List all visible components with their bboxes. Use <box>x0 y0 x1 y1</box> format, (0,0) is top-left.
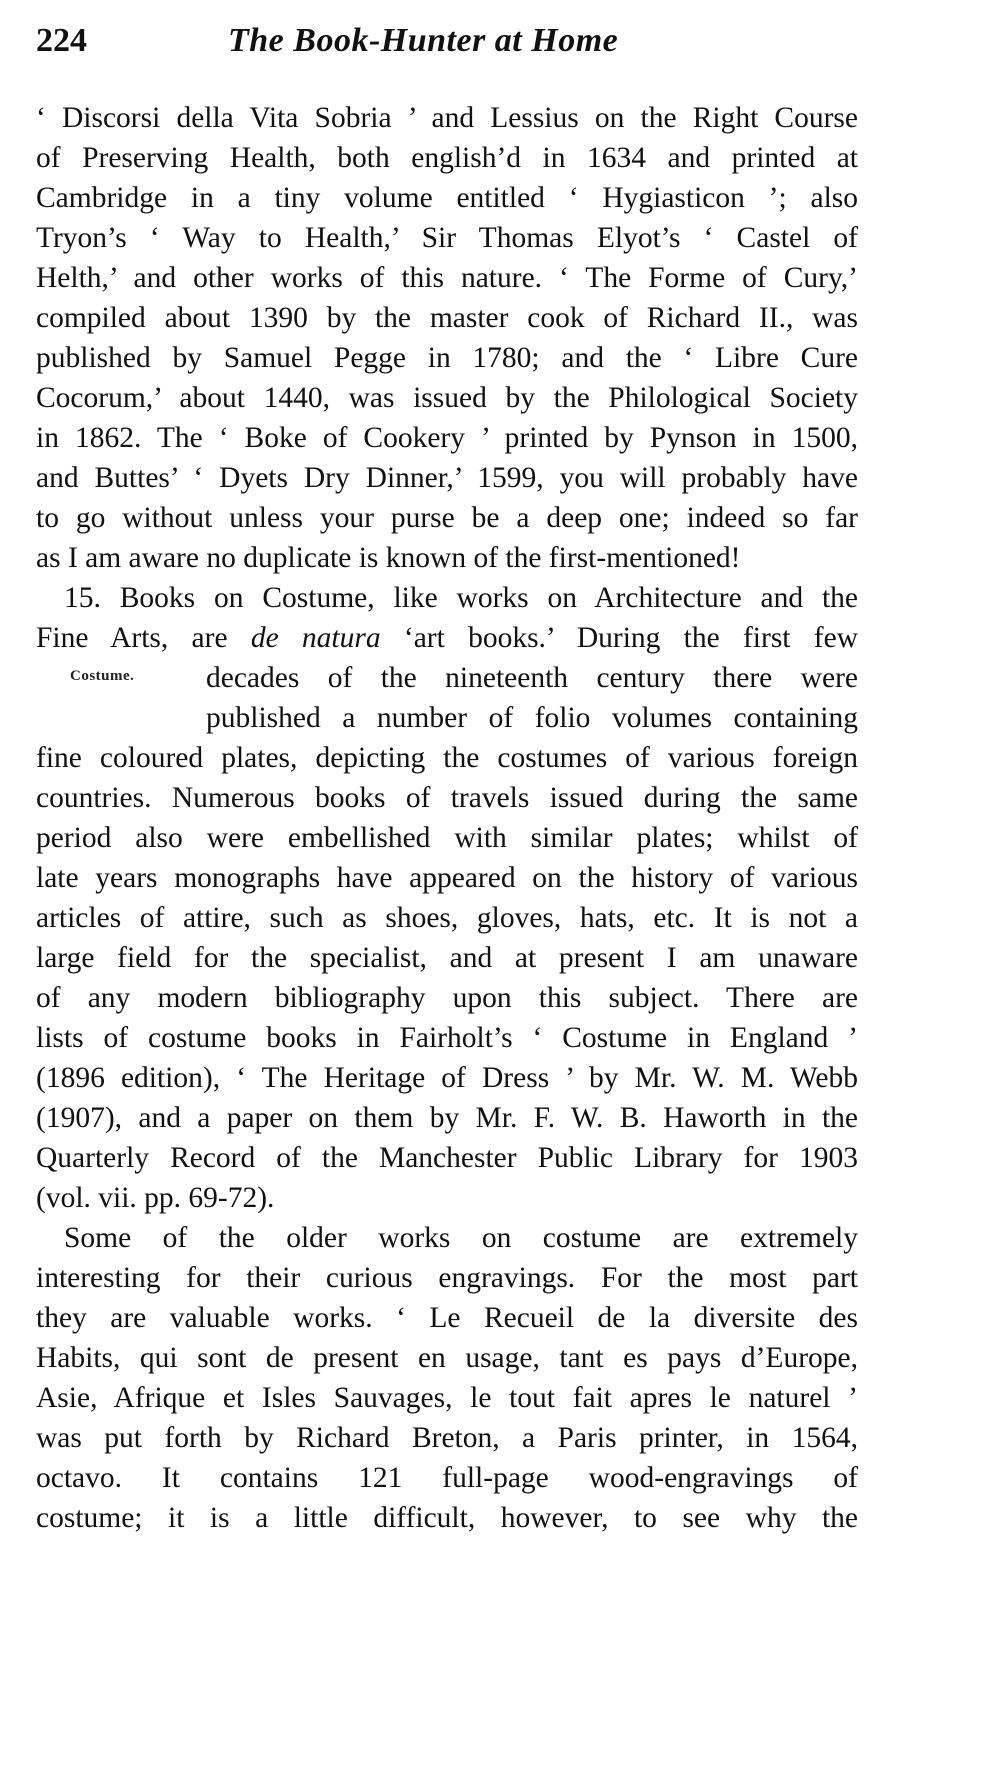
page-header <box>36 18 866 68</box>
text-line: of Preserving Health, both english’d in 1634 and printed at <box>36 142 858 174</box>
text-line: of any modern bibliography upon this subject. There are <box>36 982 858 1014</box>
text-line: lists of costume books in Fairholt’s ‘ Costume in England ’ <box>36 1022 858 1054</box>
text-line: Cocorum,’ about 1440, was issued by the Philological Society <box>36 382 858 414</box>
text-line: compiled about 1390 by the master cook of Richard II., was <box>36 302 858 334</box>
text-line: (vol. vii. pp. 69-72). <box>36 1182 275 1214</box>
text-line: Tryon’s ‘ Way to Health,’ Sir Thomas Elyot’s ‘ Castel of <box>36 222 858 254</box>
text-line: published by Samuel Pegge in 1780; and the ‘ Libre Cure <box>36 342 858 374</box>
text-line: Quarterly Record of the Manchester Public Library for 1903 <box>36 1142 858 1174</box>
running-title: The Book-Hunter at Home <box>228 22 619 59</box>
text-line: Asie, Afrique et Isles Sauvages, le tout fait apres le naturel ’ <box>36 1382 858 1414</box>
text-run: Fine Arts, are <box>36 622 251 654</box>
text-line: published a number of folio volumes containing <box>206 702 858 734</box>
paragraph-continuation <box>36 98 858 578</box>
text-run: ‘art books.’ During the first few <box>380 622 858 654</box>
italic-phrase: de natura <box>250 622 381 654</box>
side-note-costume: Costume. <box>70 668 135 684</box>
text-line: 15. Books on Costume, like works on Architecture and the <box>64 582 858 614</box>
text-line: (1907), and a paper on them by Mr. F. W. B. Haworth in the <box>36 1102 858 1134</box>
text-line: countries. Numerous books of travels issued during the same <box>36 782 858 814</box>
text-line: interesting for their curious engravings. For the most part <box>36 1262 858 1294</box>
text-line: articles of attire, such as shoes, gloves, hats, etc. It is not a <box>36 902 858 934</box>
text-line: large field for the specialist, and at present I am unaware <box>36 942 858 974</box>
text-line: late years monographs have appeared on the history of various <box>36 862 858 894</box>
text-line: Habits, qui sont de present en usage, tant es pays d’Europe, <box>36 1342 858 1374</box>
text-line: (1896 edition), ‘ The Heritage of Dress ’ by Mr. W. M. Webb <box>36 1062 858 1094</box>
text-line: Some of the older works on costume are extremely <box>64 1222 858 1254</box>
text-line: Cambridge in a tiny volume entitled ‘ Hygiasticon ’; also <box>36 182 858 214</box>
text-line: decades of the nineteenth century there were <box>206 662 858 694</box>
text-line: costume; it is a little difficult, however, to see why the <box>36 1502 858 1534</box>
paragraph-costume <box>36 578 858 1218</box>
paragraph-older-works <box>36 1218 858 1538</box>
text-line: in 1862. The ‘ Boke of Cookery ’ printed by Pynson in 1500, <box>36 422 858 454</box>
text-line: Helth,’ and other works of this nature. ‘ The Forme of Cury,’ <box>36 262 858 294</box>
text-line: period also were embellished with similar plates; whilst of <box>36 822 858 854</box>
text-line: and Buttes’ ‘ Dyets Dry Dinner,’ 1599, you will probably have <box>36 462 858 494</box>
page-number: 224 <box>36 22 87 59</box>
text-line: to go without unless your purse be a deep one; indeed so far <box>36 502 858 534</box>
text-line: ‘ Discorsi della Vita Sobria ’ and Lessius on the Right Course <box>36 102 858 134</box>
text-line: was put forth by Richard Breton, a Paris printer, in 1564, <box>36 1422 858 1454</box>
text-line: they are valuable works. ‘ Le Recueil de la diversite des <box>36 1302 858 1334</box>
text-line: as I am aware no duplicate is known of the first-mentioned! <box>36 542 741 574</box>
text-line: fine coloured plates, depicting the costumes of various foreign <box>36 742 858 774</box>
text-line: octavo. It contains 121 full-page wood-engravings of <box>36 1462 858 1494</box>
text-line <box>36 618 858 658</box>
